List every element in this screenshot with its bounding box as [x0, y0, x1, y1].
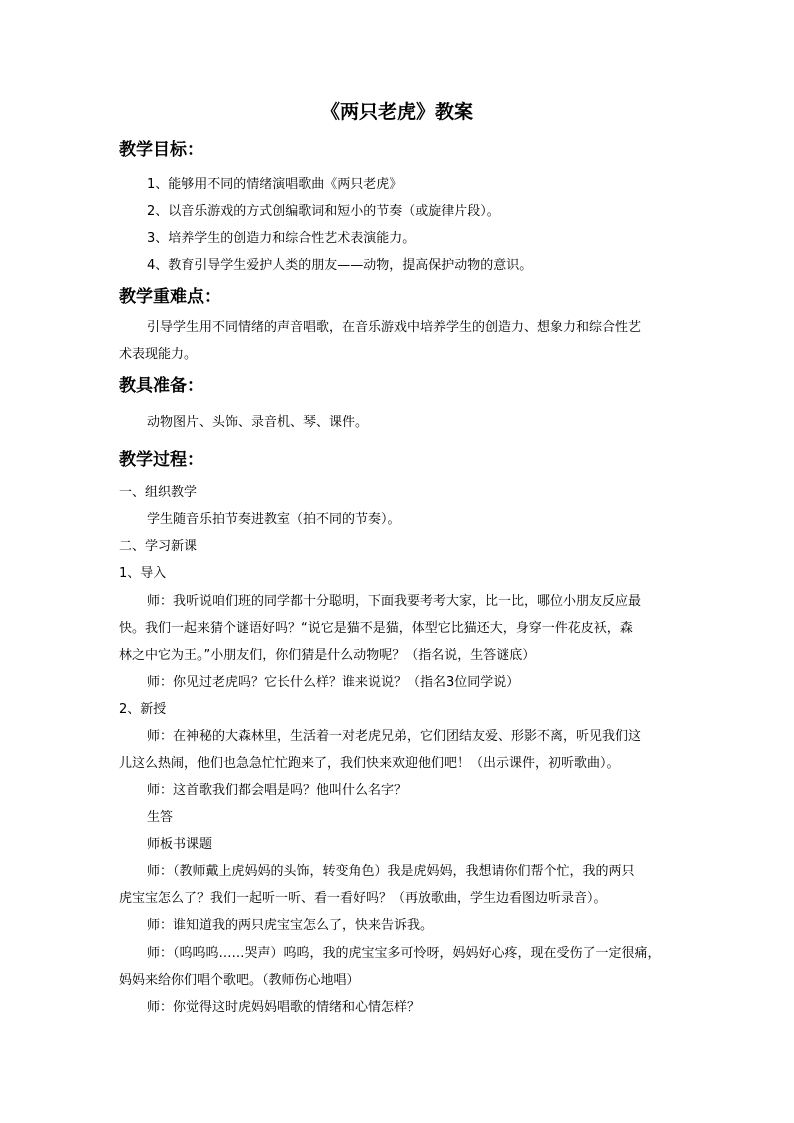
process-line: 学生随音乐拍节奏进教室（拍不同的节奏）。: [147, 512, 401, 527]
process-line: 师：谁知道我的两只虎宝宝怎么了，快来告诉我。: [147, 918, 434, 933]
process-line: 师：你见过老虎吗？它长什么样？谁来说说？（指名3位同学说）: [147, 675, 520, 690]
process-line: 师：（呜呜呜……哭声）呜呜，我的虎宝宝多可怜呀，妈妈好心疼，现在受伤了一定很痛，: [147, 946, 661, 961]
process-line: 师：你觉得这时虎妈妈唱歌的情绪和心情怎样？: [147, 1000, 421, 1015]
process-line: 师：我听说咱们班的同学都十分聪明，下面我要考考大家，比一比，哪位小朋友反应最: [147, 594, 642, 609]
objectives-heading: 教学目标：: [119, 140, 204, 160]
materials-heading: 教具准备：: [119, 376, 204, 396]
process-line: 师板书课题: [147, 837, 213, 852]
objective-item: 2、以音乐游戏的方式创编歌词和短小的节奏（或旋律片段）。: [147, 204, 500, 219]
objective-item: 4、教育引导学生爱护人类的朋友——动物，提高保护动物的意识。: [147, 258, 533, 273]
objective-item: 1、能够用不同的情绪演唱歌曲《两只老虎》: [147, 177, 403, 192]
process-line: 生答: [147, 810, 174, 825]
key-points-heading: 教学重难点：: [119, 287, 221, 307]
process-heading: 教学过程：: [119, 450, 204, 470]
materials-text: 动物图片、头饰、录音机、琴、课件。: [147, 415, 369, 430]
process-line: 1、导入: [119, 566, 167, 581]
process-line: 师：这首歌我们都会唱是吗？他叫什么名字？: [147, 783, 408, 798]
process-line: 虎宝宝怎么了？我们一起听一听、看一看好吗？（再放歌曲，学生边看图边听录音）。: [119, 891, 607, 906]
document-title: 《两只老虎》教案: [320, 101, 473, 123]
objective-item: 3、培养学生的创造力和综合性艺术表演能力。: [147, 231, 416, 246]
process-line: 2、新授: [119, 702, 167, 717]
process-line: 师：在神秘的大森林里，生活着一对老虎兄弟，它们团结友爱、形影不离，听见我们这: [147, 729, 642, 744]
process-line: 师：（教师戴上虎妈妈的头饰，转变角色）我是虎妈妈，我想请你们帮个忙，我的两只: [147, 864, 635, 879]
process-line: 妈妈来给你们唱个歌吧。（教师伤心地唱）: [119, 973, 360, 988]
key-points-text: 引导学生用不同情绪的声音唱歌，在音乐游戏中培养学生的创造力、想象力和综合性艺: [147, 320, 642, 335]
process-line: 儿这么热闹，他们也急急忙忙跑来了，我们快来欢迎他们吧！（出示课件，初听歌曲）。: [119, 756, 620, 771]
key-points-text: 术表现能力。: [119, 347, 198, 362]
process-line: 二、学习新课: [119, 539, 198, 554]
process-line: 林之中它为王。”小朋友们，你们猜是什么动物呢？（指名说，生答谜底）: [119, 648, 536, 663]
process-line: 一、组织教学: [119, 485, 198, 500]
process-line: 快。我们一起来猜个谜语好吗？“说它是猫不是猫，体型它比猫还大，身穿一件花皮袄，森: [119, 621, 633, 636]
